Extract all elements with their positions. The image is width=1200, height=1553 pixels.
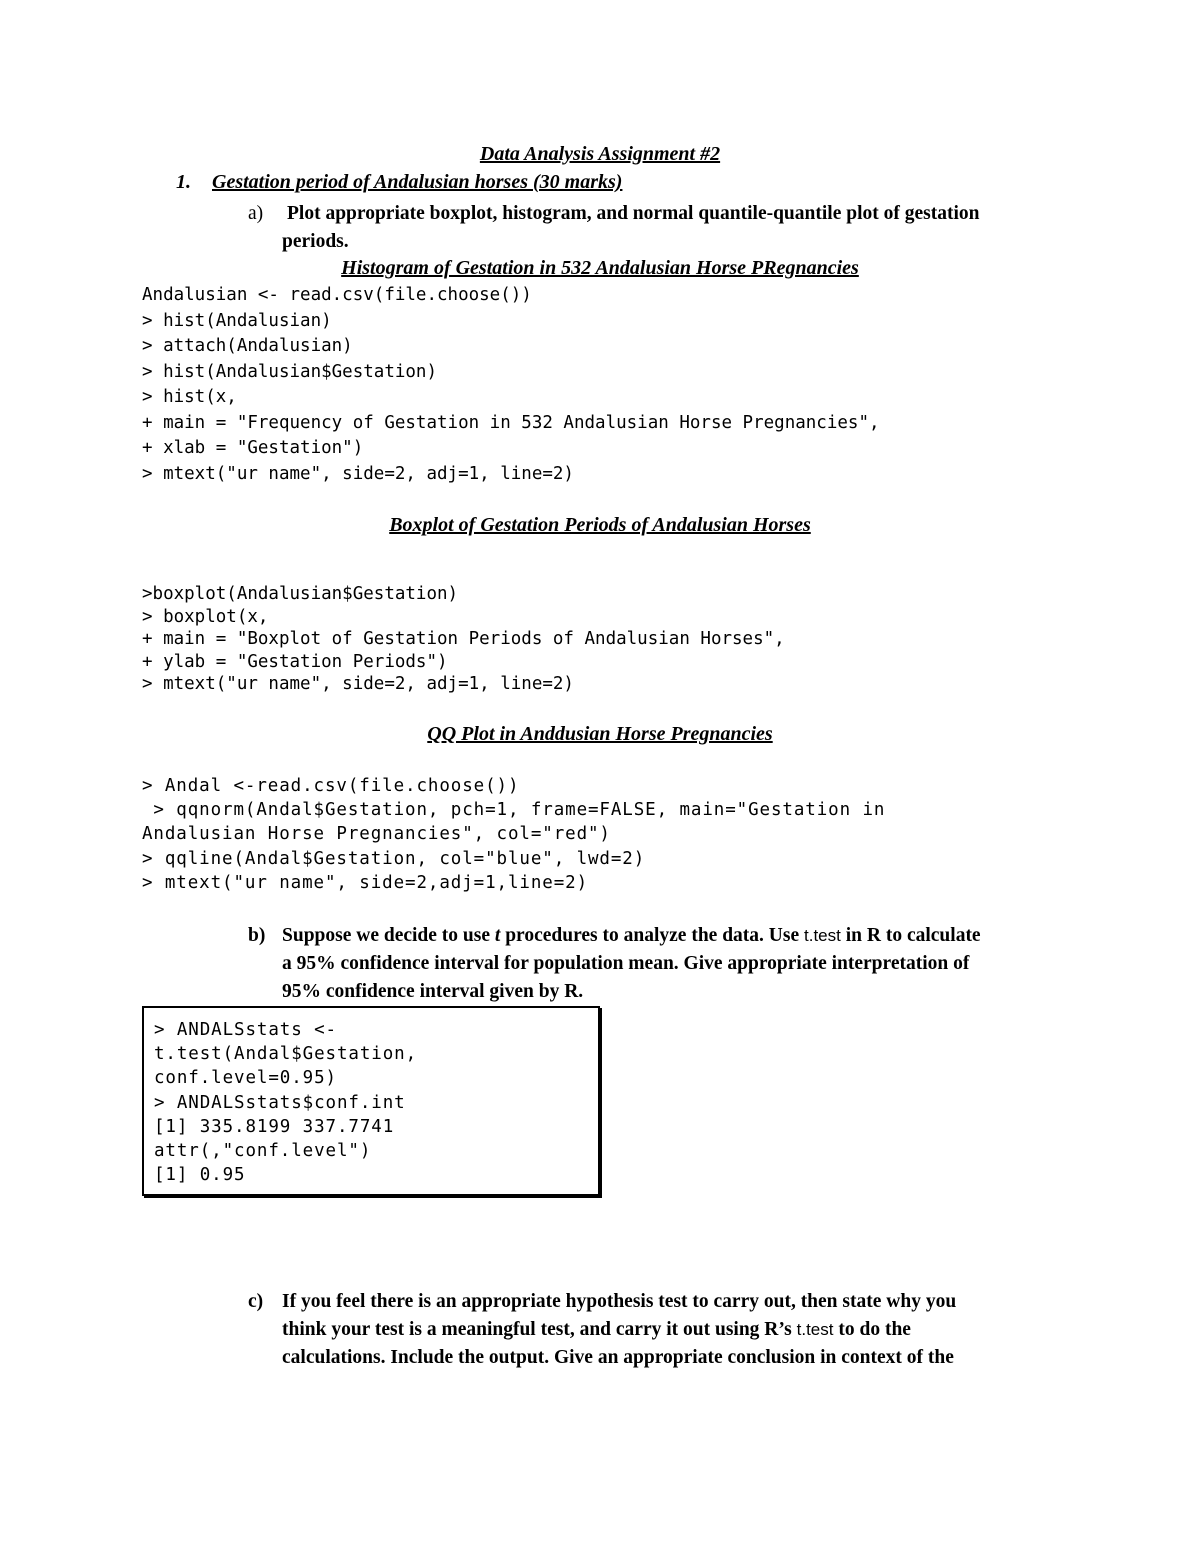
code-line: > boxplot(x, bbox=[142, 606, 269, 627]
question-number: 1. bbox=[176, 171, 191, 193]
part-c-text: to do the bbox=[833, 1319, 911, 1340]
part-b-line-3: 95% confidence interval given by R. bbox=[282, 981, 584, 1002]
part-b-text: Suppose we decide to use bbox=[282, 925, 495, 946]
code-line: > hist(x, bbox=[142, 387, 237, 407]
part-a-label: a) bbox=[248, 203, 264, 224]
code-line: t.test(Andal$Gestation, bbox=[154, 1044, 418, 1065]
ttest-inline: t.test bbox=[796, 1320, 834, 1339]
part-b-t-italic: t bbox=[494, 925, 501, 946]
part-b-label: b) bbox=[248, 925, 266, 946]
part-b-line-1 bbox=[282, 922, 981, 951]
code-line: + main = "Frequency of Gestation in 532 Andalusian Horse Pregnancies", bbox=[142, 412, 880, 433]
part-c-line-2 bbox=[282, 1316, 911, 1345]
boxplot-code-block bbox=[142, 583, 785, 696]
part-b-text: procedures to analyze the data. Use bbox=[500, 925, 804, 946]
r-output-box bbox=[142, 1006, 600, 1196]
code-line: Andalusian Horse Pregnancies", col="red") bbox=[142, 824, 611, 845]
question-heading: Gestation period of Andalusian horses (30 marks) bbox=[212, 171, 623, 193]
code-line: > mtext("ur name", side=2, adj=1, line=2) bbox=[142, 463, 574, 484]
part-c-line-1: If you feel there is an appropriate hypothesis test to carry out, then state why you bbox=[282, 1291, 957, 1312]
code-line: > mtext("ur name", side=2,adj=1,line=2) bbox=[142, 872, 588, 893]
code-line: + ylab = "Gestation Periods") bbox=[142, 651, 448, 672]
code-line: attr(,"conf.level") bbox=[154, 1141, 372, 1162]
part-b-line-2: a 95% confidence interval for population mean. Give appropriate interpretation of bbox=[282, 953, 970, 974]
code-line: > hist(Andalusian) bbox=[142, 310, 332, 331]
code-line: > Andal <-read.csv(file.choose()) bbox=[142, 776, 520, 796]
code-line: [1] 0.95 bbox=[154, 1165, 246, 1186]
code-line: Andalusian <- read.csv(file.choose()) bbox=[142, 285, 532, 305]
code-line: [1] 335.8199 337.7741 bbox=[154, 1116, 395, 1137]
qqplot-code-block bbox=[142, 774, 885, 895]
ttest-inline: t.test bbox=[804, 926, 841, 945]
code-line: > qqline(Andal$Gestation, col="blue", lwd=2) bbox=[142, 848, 646, 869]
part-c-label: c) bbox=[248, 1291, 264, 1312]
qqplot-heading: QQ Plot in Anddusian Horse Pregnancies bbox=[427, 723, 773, 745]
part-a-line-2: periods. bbox=[282, 231, 349, 252]
code-line: > ANDALSstats$conf.int bbox=[154, 1092, 406, 1113]
code-line: >boxplot(Andalusian$Gestation) bbox=[142, 584, 459, 604]
code-line: > qqnorm(Andal$Gestation, pch=1, frame=FALSE, main="Gestation in bbox=[142, 800, 886, 821]
r-output-code bbox=[154, 1018, 417, 1187]
code-line: + main = "Boxplot of Gestation Periods of Andalusian Horses", bbox=[142, 629, 785, 649]
code-line: > ANDALSstats <- bbox=[154, 1020, 337, 1040]
code-line: + xlab = "Gestation") bbox=[142, 438, 364, 458]
code-line: conf.level=0.95) bbox=[154, 1068, 337, 1089]
part-a-line-1: Plot appropriate boxplot, histogram, and normal quantile-quantile plot of gestation bbox=[287, 203, 980, 224]
boxplot-heading: Boxplot of Gestation Periods of Andalusian Horses bbox=[389, 514, 811, 536]
code-line: > hist(Andalusian$Gestation) bbox=[142, 361, 438, 382]
document-title: Data Analysis Assignment #2 bbox=[479, 143, 721, 165]
histogram-heading: Histogram of Gestation in 532 Andalusian Horse PRegnancies bbox=[341, 257, 859, 279]
code-line: > mtext("ur name", side=2, adj=1, line=2) bbox=[142, 674, 574, 694]
part-c-line-3: calculations. Include the output. Give an appropriate conclusion in context of the bbox=[282, 1347, 954, 1368]
part-c-text: think your test is a meaningful test, and carry it out using R’s bbox=[282, 1319, 797, 1340]
part-b-text: in R to calculate bbox=[840, 925, 981, 946]
code-line: > attach(Andalusian) bbox=[142, 336, 353, 356]
histogram-code-block bbox=[142, 283, 880, 487]
